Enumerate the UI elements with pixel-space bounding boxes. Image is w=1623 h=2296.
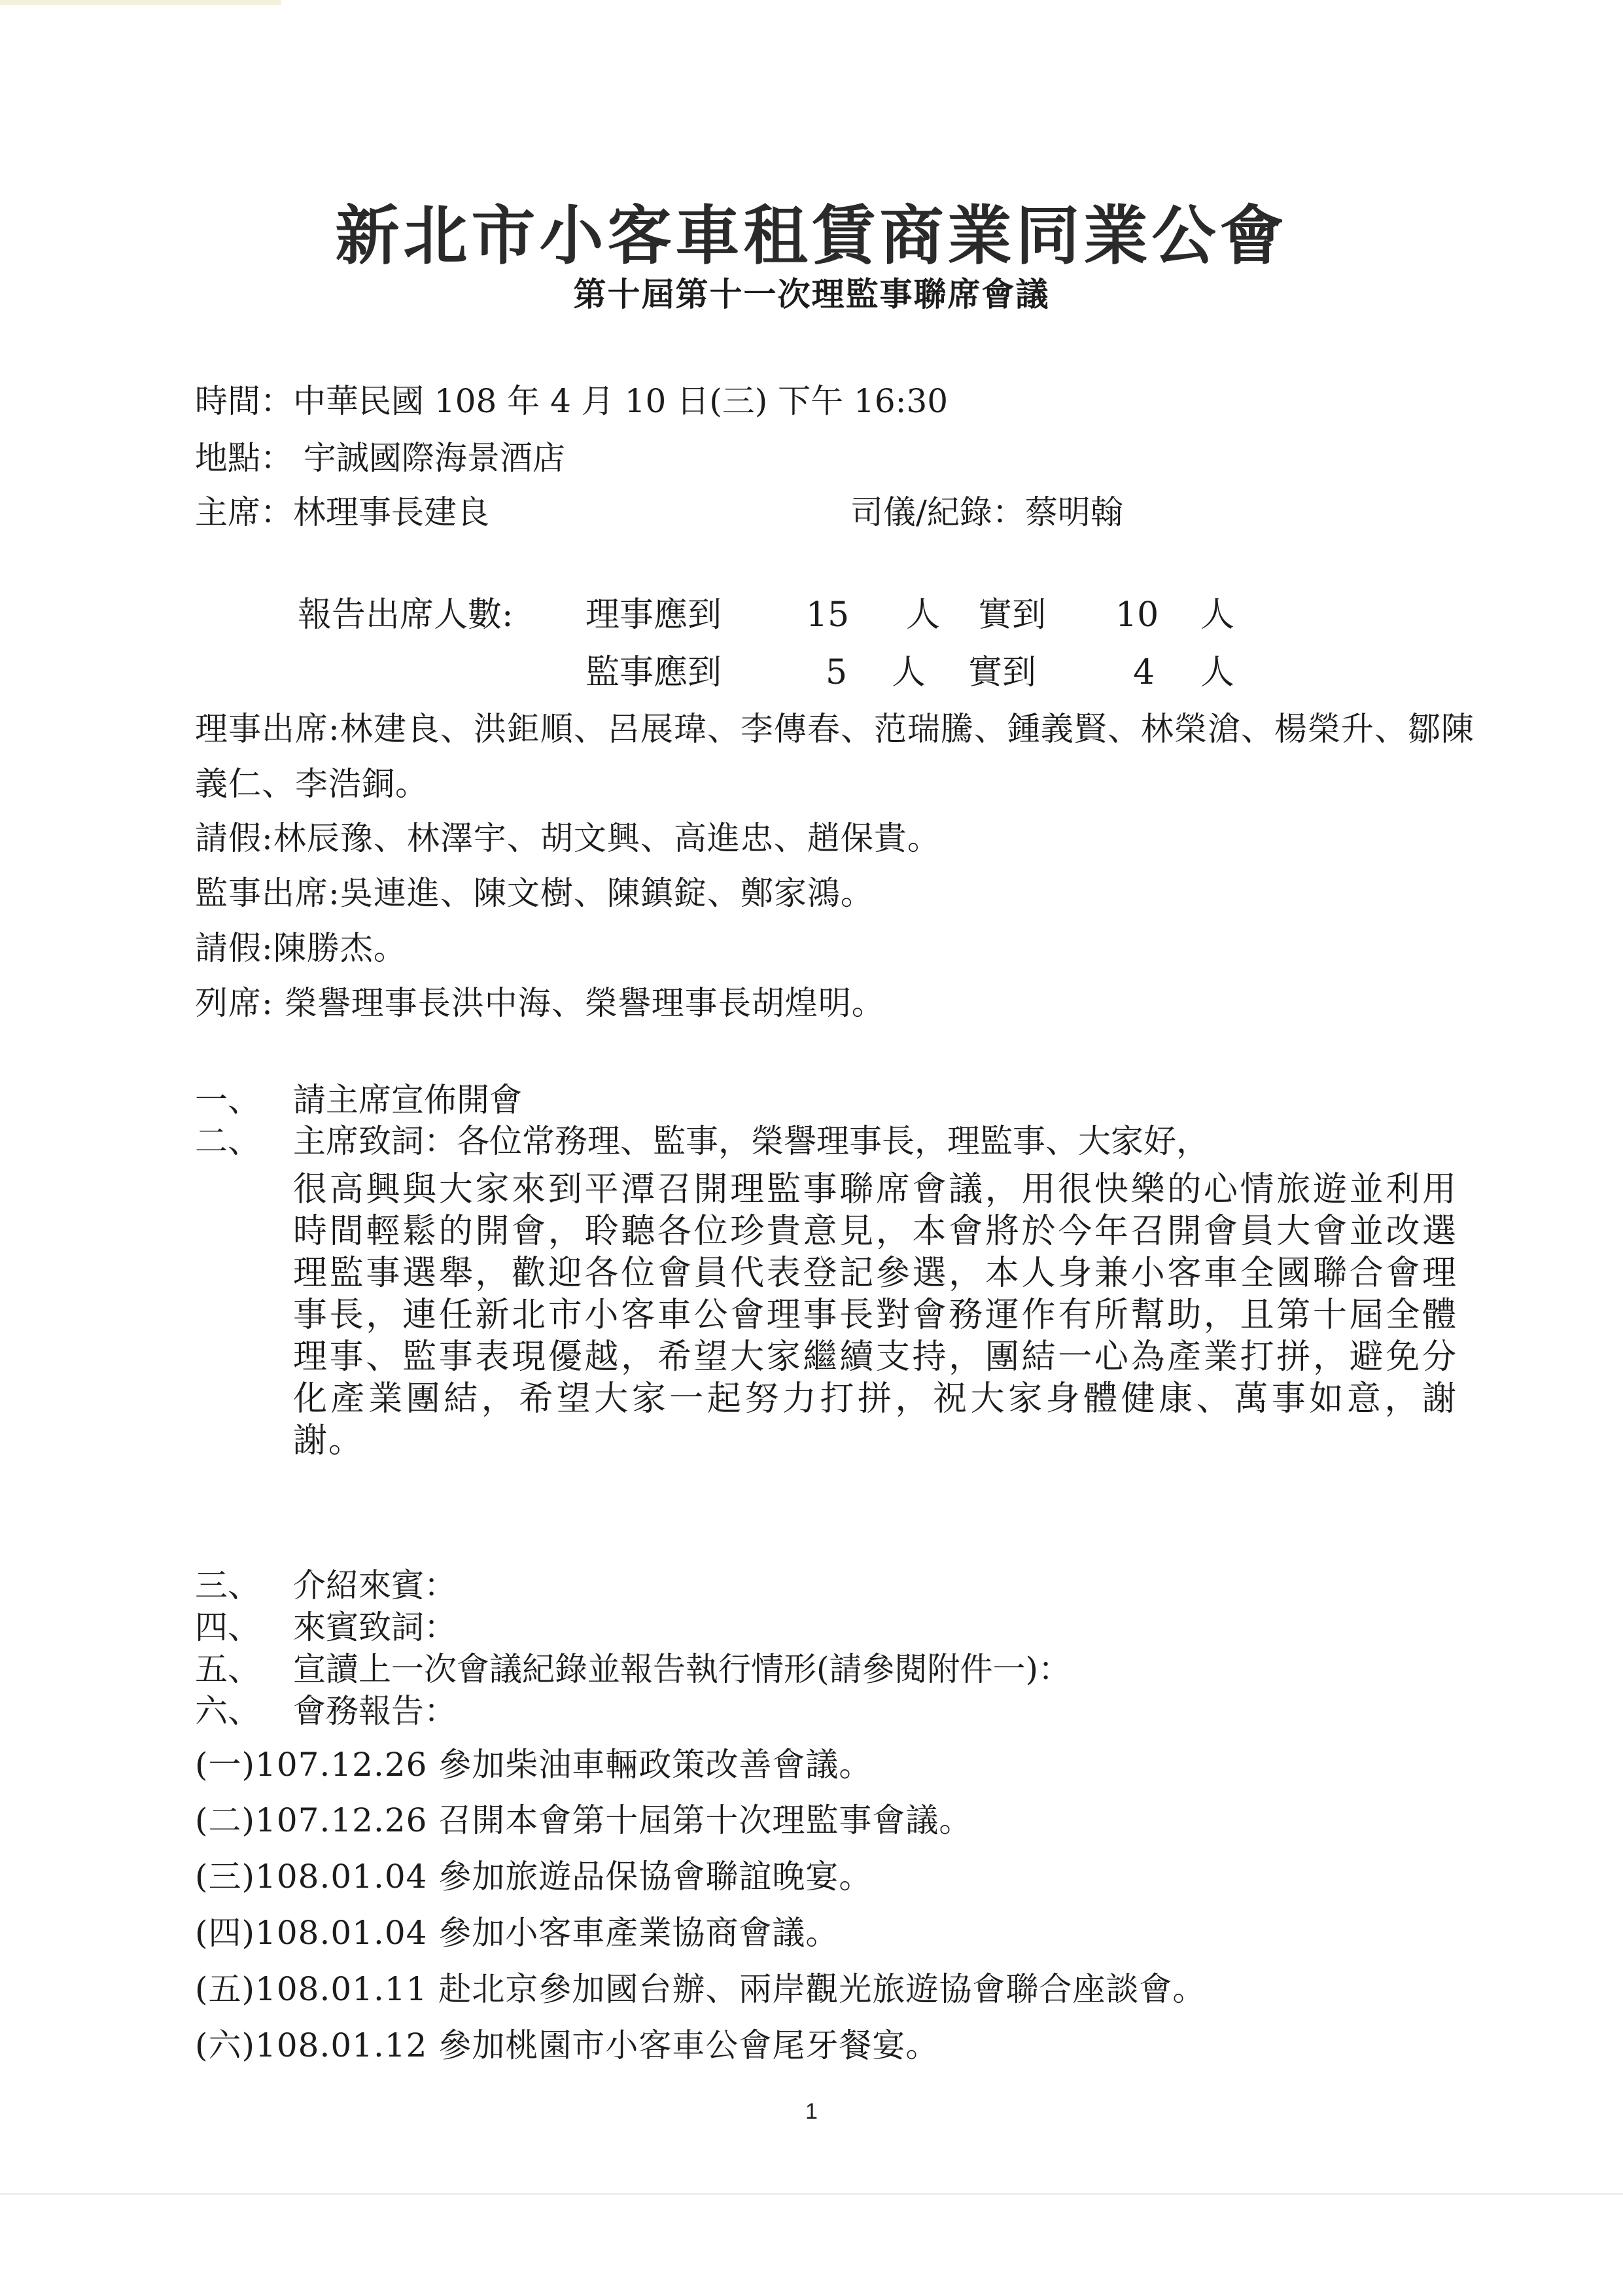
supervisors-actual-unit: 人	[1200, 653, 1235, 692]
page-number: 1	[805, 2099, 818, 2124]
supervisors-expected-label: 監事應到	[585, 653, 722, 692]
scan-artifact-bottom	[0, 2193, 1623, 2195]
chair-speech: 很高興與大家來到平潭召開理監事聯席會議，用很快樂的心情旅遊並利用時間輕鬆的開會，聆聽各位珍貴意見，本會將於今年召開會員大會並改選理監事選舉，歡迎各位會員代表登記參選，本人身兼小客車全國聯合會理事長，連任新北市小客車公會理事長對會務運作有所幫助，且第十屆全體理事、監事表現優越，希望大家繼續支持，團結一心為產業打拼，避免分化產業團結，希望大家一起努力打拼，祝大家身體健康、萬事如意，謝謝。	[293, 1170, 1457, 1460]
scan-artifact-top	[0, 0, 281, 5]
directors-expected-label: 理事應到	[585, 595, 722, 635]
report-item: (一)107.12.26 參加柴油車輛政策改善會議。	[195, 1746, 873, 1784]
supervisors-unit: 人	[892, 653, 926, 692]
supervisors-present: 監事出席:吳連進、陳文樹、陳鎮錠、鄭家鴻。	[195, 874, 874, 912]
document-title: 新北市小客車租賃商業同業公會	[335, 198, 1288, 274]
directors-expected-count: 15	[806, 595, 850, 635]
document-subtitle: 第十屆第十一次理監事聯席會議	[573, 275, 1050, 313]
report-item: (四)108.01.04 參加小客車產業協商會議。	[195, 1914, 839, 1952]
directors-actual-count: 10	[1115, 595, 1159, 635]
report-item: (二)107.12.26 召開本會第十屆第十次理監事會議。	[195, 1801, 973, 1839]
directors-leave: 請假:林辰豫、林澤宇、胡文興、高進忠、趙保貴。	[195, 819, 941, 857]
supervisors-actual-count: 4	[1133, 653, 1155, 692]
directors-actual-label: 實到	[978, 595, 1047, 635]
observers: 列席: 榮譽理事長洪中海、榮譽理事長胡煌明。	[195, 984, 885, 1022]
report-item: (五)108.01.11 赴北京參加國台辦、兩岸觀光旅遊協會聯合座談會。	[195, 1970, 1206, 2008]
meeting-place: 地點： 宇誠國際海景酒店	[195, 439, 565, 477]
directors-present: 理事出席:林建良、洪鉅順、呂展瑋、李傳春、范瑞騰、鍾義賢、林榮滄、楊榮升、鄒陳義仁、李浩銅。	[195, 710, 1475, 803]
supervisors-expected-count: 5	[826, 653, 848, 692]
meeting-time: 時間：中華民國 108 年 4 月 10 日(三) 下午 16:30	[195, 382, 949, 420]
meeting-chair: 主席：林理事長建良	[195, 493, 489, 531]
report-item: (六)108.01.12 參加桃園市小客車公會尾牙餐宴。	[195, 2026, 939, 2064]
attendance-label: 報告出席人數:	[298, 595, 514, 635]
meeting-recorder: 司儀/紀錄：蔡明翰	[850, 493, 1123, 531]
directors-unit: 人	[906, 595, 941, 635]
report-item: (三)108.01.04 參加旅遊品保協會聯誼晚宴。	[195, 1858, 873, 1896]
supervisors-actual-label: 實到	[968, 653, 1037, 692]
supervisors-leave: 請假:陳勝杰。	[195, 929, 407, 967]
directors-actual-unit: 人	[1200, 595, 1235, 635]
